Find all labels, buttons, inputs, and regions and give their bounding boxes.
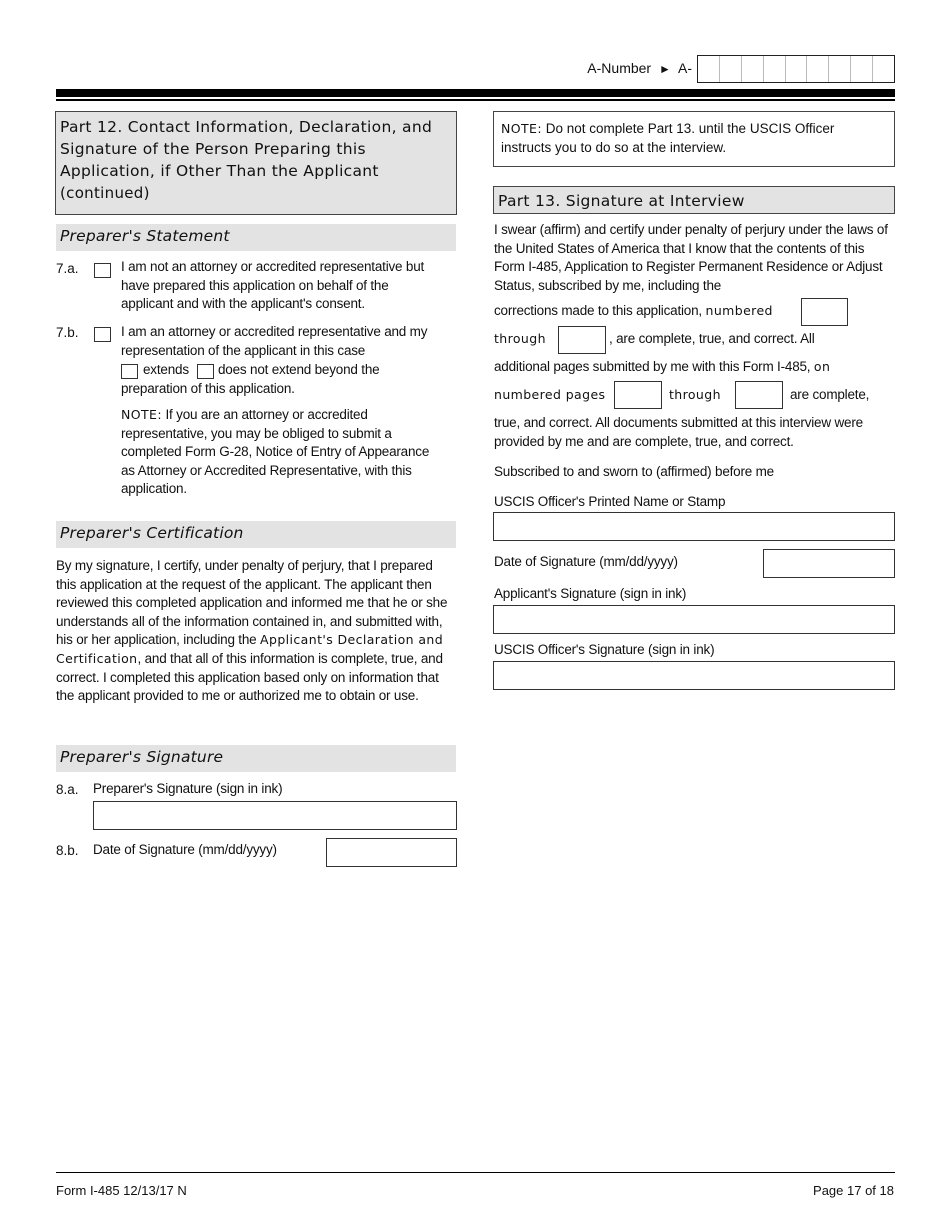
a-number-input[interactable] bbox=[697, 55, 895, 83]
checkbox-7b[interactable] bbox=[94, 327, 111, 342]
certification-emphasis: Applicant's Declaration and Certification bbox=[56, 632, 444, 666]
a-number-digit-box[interactable] bbox=[873, 56, 894, 82]
extends-label: extends bbox=[143, 362, 189, 377]
oath-text-3: , are complete, true, and correct. All bbox=[609, 331, 815, 346]
note13-text: Do not complete Part 13. until the USCIS Officer instructs you to do so at the interview. bbox=[501, 121, 835, 155]
numbered-label: numbered bbox=[705, 303, 773, 318]
a-number-label bbox=[587, 60, 692, 76]
applicant-signature-label: Applicant's Signature (sign in ink) bbox=[494, 586, 687, 601]
a-number-digit-box[interactable] bbox=[764, 56, 786, 82]
a-number-digit-box[interactable] bbox=[851, 56, 873, 82]
oath-text-2 bbox=[494, 302, 773, 321]
officer-signature-field[interactable] bbox=[493, 661, 895, 690]
oath-text-6: true, and correct. All documents submitted at this interview were provided by me and are complete, true, and correct. bbox=[494, 415, 863, 449]
pages-through-field[interactable] bbox=[735, 381, 783, 409]
checkbox-extends[interactable] bbox=[121, 364, 138, 379]
note-text: If you are an attorney or accredited representative, you may be obliged to submit a completed Form G-28, Notice of Entry of Appearance as Attorney or Accredited Representative, with this application. bbox=[121, 407, 430, 497]
a-prefix: A- bbox=[678, 60, 692, 76]
preparer-date-field[interactable] bbox=[326, 838, 457, 867]
preparer-statement-heading: Preparer's Statement bbox=[56, 224, 456, 251]
through-pages-label: through bbox=[669, 387, 721, 402]
preparer-signature-heading: Preparer's Signature bbox=[56, 745, 456, 772]
oath-text-5: are complete, bbox=[790, 387, 870, 402]
preparer-signature-field[interactable] bbox=[93, 801, 457, 830]
checkbox-7a[interactable] bbox=[94, 263, 111, 278]
part12-heading bbox=[55, 111, 457, 215]
part13-note-box bbox=[493, 111, 895, 167]
corrections-from-field[interactable] bbox=[801, 298, 848, 326]
corrections-through-field[interactable] bbox=[558, 326, 606, 354]
part13-heading: Part 13. Signature at Interview bbox=[493, 186, 895, 214]
footer-rule bbox=[56, 1172, 895, 1173]
note-label: NOTE: bbox=[121, 407, 162, 422]
certification-text-after: , and that all of this information is complete, true, and correct. I completed this application based only on information that the applicant provided to me or authorized me to obtain or use. bbox=[56, 650, 443, 704]
a-number-text: A-Number bbox=[587, 60, 652, 76]
item-8b-number: 8.b. bbox=[56, 843, 79, 858]
oath-text-1: I swear (affirm) and certify under penalty of perjury under the laws of the United States of America that I know that the contents of this Form I-485, Application to Register Permanent Residence or Adjust Status, subscribed by me, including the bbox=[494, 222, 888, 293]
officer-name-field[interactable] bbox=[493, 512, 895, 541]
item-8b-label: Date of Signature (mm/dd/yyyy) bbox=[93, 842, 277, 857]
date-of-signature-label: Date of Signature (mm/dd/yyyy) bbox=[494, 554, 678, 569]
part12-title: Part 12. Contact Information, Declaration, and Signature of the Person Preparing this Application, if Other Than the Applicant bbox=[60, 118, 433, 180]
oath-text-4 bbox=[494, 358, 830, 377]
header-rule-thin bbox=[56, 99, 895, 101]
item-8a-number: 8.a. bbox=[56, 782, 79, 797]
subscribed-text: Subscribed to and sworn to (affirmed) before me bbox=[494, 464, 774, 479]
item-7a-number: 7.a. bbox=[56, 261, 79, 276]
a-number-digit-box[interactable] bbox=[786, 56, 808, 82]
a-number-digit-box[interactable] bbox=[829, 56, 851, 82]
certification-text-before: By my signature, I certify, under penalty of perjury, that I prepared this application at the request of the applicant. The applicant then reviewed this completed application and informed me that he or she understands all of the information contained in, and submitted with, his or her application, including the bbox=[56, 558, 448, 648]
a-number-digit-box[interactable] bbox=[720, 56, 742, 82]
item-7b-number: 7.b. bbox=[56, 325, 79, 340]
header-rule-thick bbox=[56, 89, 895, 97]
footer-page-number: Page 17 of 18 bbox=[813, 1183, 894, 1198]
note13-label: NOTE: bbox=[501, 121, 542, 136]
a-number-digit-box[interactable] bbox=[742, 56, 764, 82]
interview-date-field[interactable] bbox=[763, 549, 895, 578]
checkbox-does-not-extend[interactable] bbox=[197, 364, 214, 379]
preparer-certification-heading: Preparer's Certification bbox=[56, 521, 456, 548]
applicant-signature-field[interactable] bbox=[493, 605, 895, 634]
item-7b-note bbox=[121, 406, 441, 499]
does-not-extend-label: does not extend beyond the bbox=[218, 362, 380, 377]
on-label: on bbox=[813, 359, 831, 374]
item-7a-text: I am not an attorney or accredited representative but have prepared this application on behalf of the applicant and with the applicant's consent. bbox=[121, 259, 425, 312]
a-number-digit-box[interactable] bbox=[698, 56, 720, 82]
item-7b-text: I am an attorney or accredited representative and my representation of the applicant in this case bbox=[121, 324, 428, 358]
a-number-digit-box[interactable] bbox=[807, 56, 829, 82]
pages-from-field[interactable] bbox=[614, 381, 662, 409]
item-7b-tail: preparation of this application. bbox=[121, 381, 295, 396]
arrow-right-icon: ► bbox=[658, 62, 671, 76]
additional-pages-text: additional pages submitted by me with this Form I-485, bbox=[494, 359, 811, 374]
numbered-pages-label: numbered pages bbox=[494, 387, 606, 402]
item-8a-label: Preparer's Signature (sign in ink) bbox=[93, 781, 283, 796]
through-label: through bbox=[494, 331, 546, 346]
corrections-text: corrections made to this application, bbox=[494, 303, 702, 318]
part12-continued: (continued) bbox=[60, 184, 150, 202]
officer-signature-label: USCIS Officer's Signature (sign in ink) bbox=[494, 642, 715, 657]
preparer-certification-text bbox=[56, 557, 456, 706]
footer-form-id: Form I-485 12/13/17 N bbox=[56, 1183, 187, 1198]
officer-name-label: USCIS Officer's Printed Name or Stamp bbox=[494, 494, 726, 509]
